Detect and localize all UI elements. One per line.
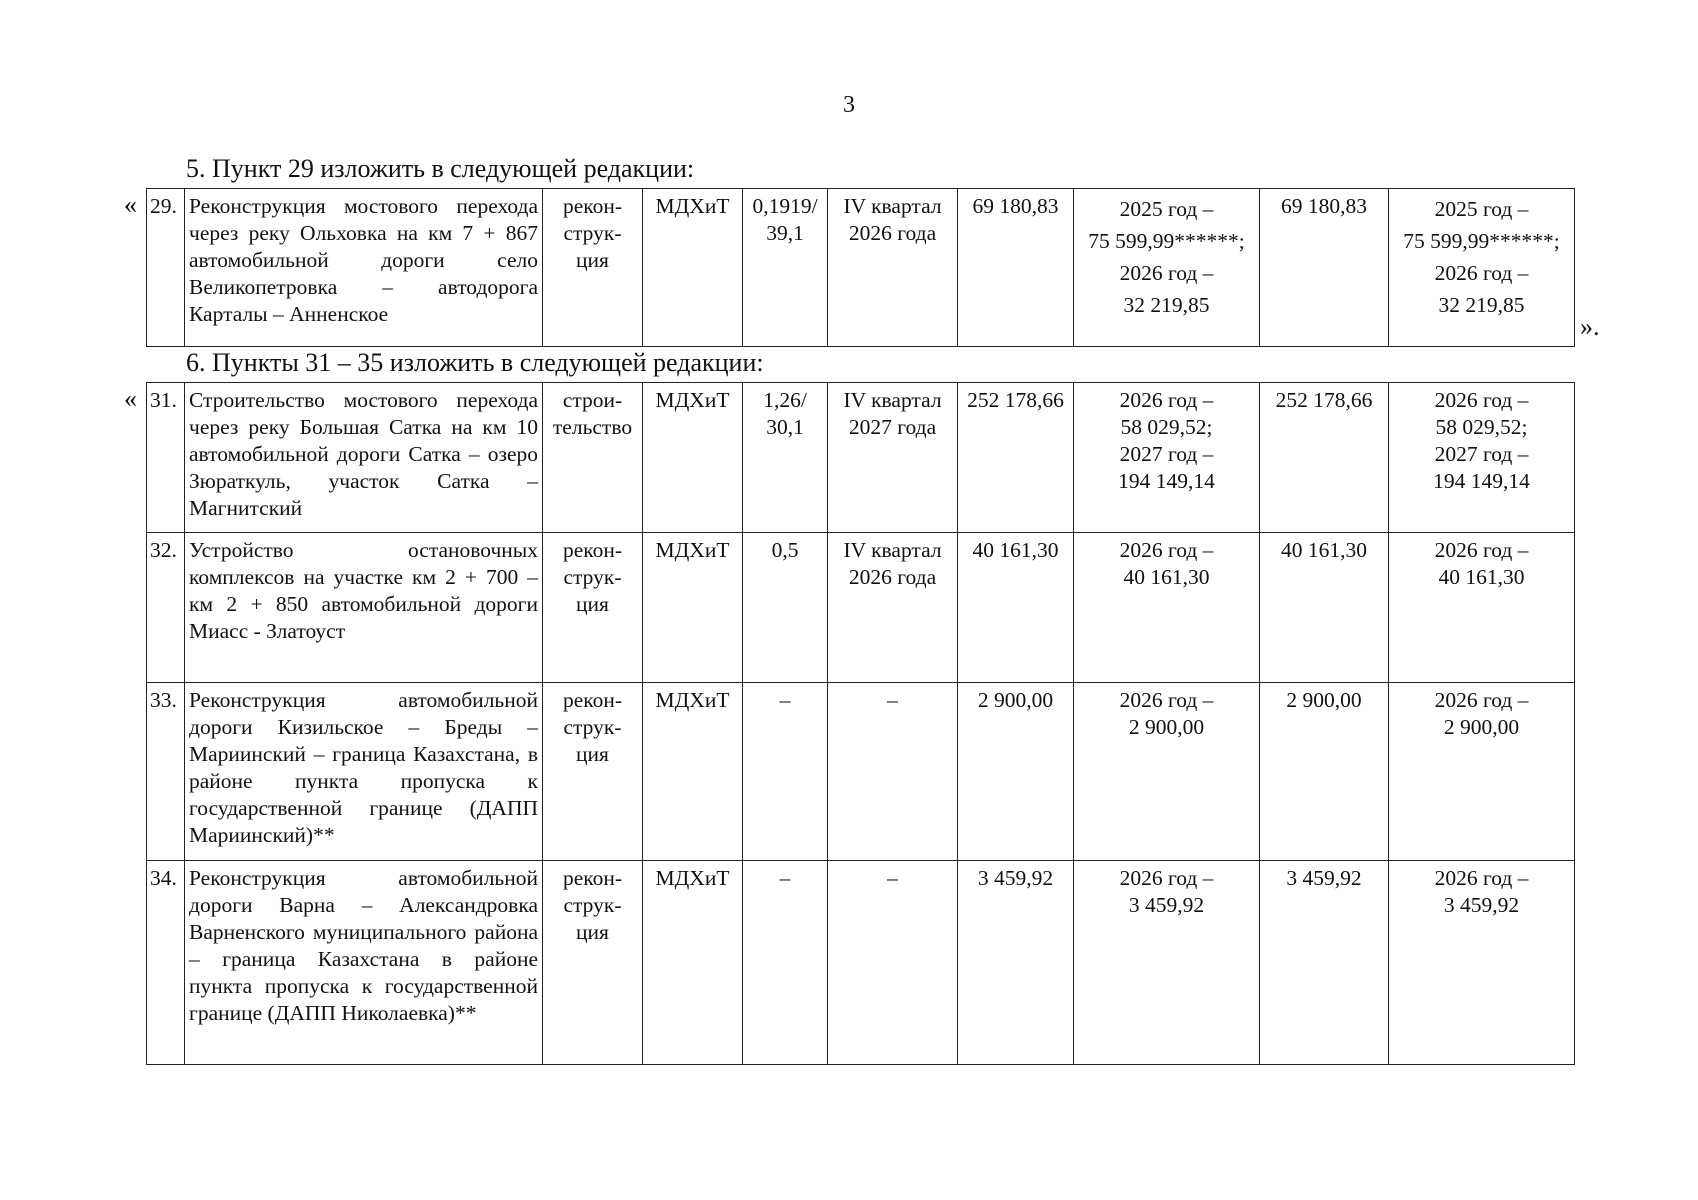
object-name: Реконструкция автомобильной дороги Кизильское – Бреды – Мариинский – граница Казахстана, в районе пункта пропуска к государственной границе (ДАПП Мариинский)** [185, 683, 543, 861]
work-type: рекон- струк- ция [543, 861, 643, 1065]
object-name: Реконструкция автомобильной дороги Варна – Александровка Варненского муниципального района – граница Казахстана в районе пункта пропуска к государственной границе (ДАПП Николаевка)** [185, 861, 543, 1065]
term: – [828, 861, 958, 1065]
cost: 2 900,00 [958, 683, 1074, 861]
customer: МДХиТ [643, 683, 743, 861]
work-type: рекон- струк- ция [543, 189, 643, 347]
finance-schedule-2: 2026 год – 3 459,92 [1389, 861, 1575, 1065]
term: IV квартал 2027 года [828, 383, 958, 533]
term: IV квартал 2026 года [828, 189, 958, 347]
finance-schedule-2: 2026 год – 40 161,30 [1389, 533, 1575, 683]
cost: 252 178,66 [958, 383, 1074, 533]
cost-2: 252 178,66 [1260, 383, 1389, 533]
work-type: строи- тельство [543, 383, 643, 533]
term: – [828, 683, 958, 861]
object-name: Строительство мостового перехода через реку Большая Сатка на км 10 автомобильной дороги Сатка – озеро Зюраткуль, участок Сатка – Магнитский [185, 383, 543, 533]
finance-schedule: 2025 год – 75 599,99******; 2026 год – 32 219,85 [1074, 189, 1260, 347]
customer: МДХиТ [643, 383, 743, 533]
finance-schedule: 2026 год – 58 029,52; 2027 год – 194 149,14 [1074, 383, 1260, 533]
cost: 40 161,30 [958, 533, 1074, 683]
item-number: 32. [147, 533, 185, 683]
section-5-heading: 5. Пункт 29 изложить в следующей редакции: [186, 154, 695, 183]
term: IV квартал 2026 года [828, 533, 958, 683]
work-type: рекон- струк- ция [543, 533, 643, 683]
finance-schedule-2: 2026 год – 2 900,00 [1389, 683, 1575, 861]
cost-2: 69 180,83 [1260, 189, 1389, 347]
table-row [147, 533, 1575, 683]
cost-2: 3 459,92 [1260, 861, 1389, 1065]
finance-schedule: 2026 год – 3 459,92 [1074, 861, 1260, 1065]
customer: МДХиТ [643, 861, 743, 1065]
open-quote-2: « [124, 384, 137, 413]
customer: МДХиТ [643, 533, 743, 683]
customer: МДХиТ [643, 189, 743, 347]
object-name: Устройство остановочных комплексов на участке км 2 + 700 – км 2 + 850 автомобильной дороги Миасс - Златоуст [185, 533, 543, 683]
item-number: 34. [147, 861, 185, 1065]
capacity: – [743, 861, 828, 1065]
cost-2: 2 900,00 [1260, 683, 1389, 861]
cost: 69 180,83 [958, 189, 1074, 347]
capacity: 0,5 [743, 533, 828, 683]
item-number: 33. [147, 683, 185, 861]
finance-schedule-2: 2025 год – 75 599,99******; 2026 год – 32 219,85 [1389, 189, 1575, 347]
work-type: рекон- струк- ция [543, 683, 643, 861]
cost: 3 459,92 [958, 861, 1074, 1065]
object-name: Реконструкция мостового перехода через реку Ольховка на км 7 + 867 автомобильной дороги село Великопетровка – автодорога Карталы – Анненское [185, 189, 543, 347]
table-row [147, 383, 1575, 533]
item-number: 31. [147, 383, 185, 533]
capacity: – [743, 683, 828, 861]
table-row [147, 683, 1575, 861]
close-quote: ». [1580, 312, 1600, 341]
item-number: 29. [147, 189, 185, 347]
capacity: 0,1919/ 39,1 [743, 189, 828, 347]
finance-schedule-2: 2026 год – 58 029,52; 2027 год – 194 149,14 [1389, 383, 1575, 533]
finance-schedule: 2026 год – 2 900,00 [1074, 683, 1260, 861]
page-number: 3 [843, 92, 855, 118]
table-row [147, 189, 1575, 347]
cost-2: 40 161,30 [1260, 533, 1389, 683]
finance-schedule: 2026 год – 40 161,30 [1074, 533, 1260, 683]
open-quote: « [124, 190, 137, 219]
capacity: 1,26/ 30,1 [743, 383, 828, 533]
section-6-table [146, 382, 1575, 1065]
section-5-table [146, 188, 1575, 347]
section-6-heading: 6. Пункты 31 – 35 изложить в следующей редакции: [186, 348, 764, 377]
table-row [147, 861, 1575, 1065]
